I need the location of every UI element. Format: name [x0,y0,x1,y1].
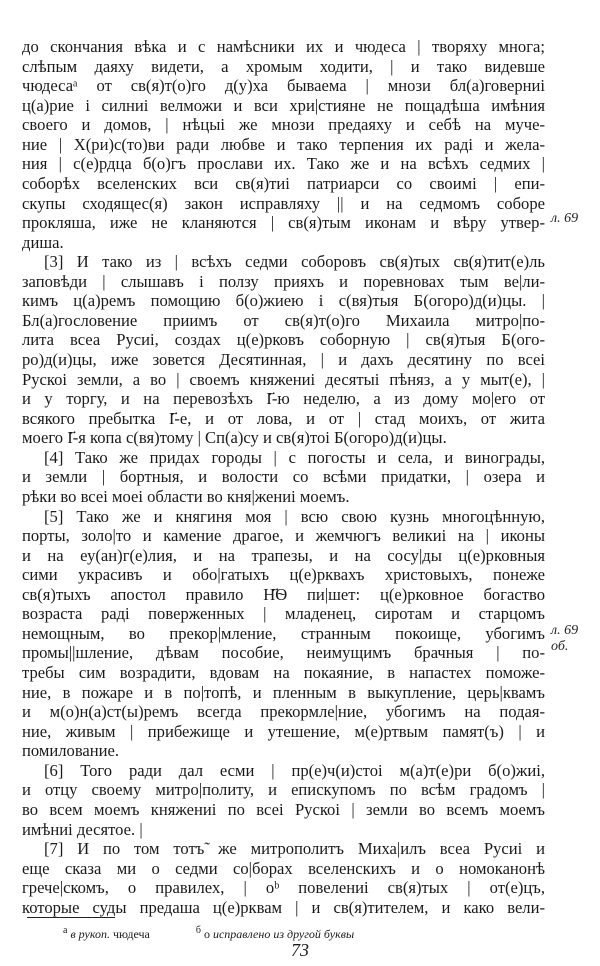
footnote-a-label: в рукоп. [70,927,110,941]
text-line: ц(а)рие і силниі велможи и вси хри|стияне не пощадѣша имѣния [22,95,545,115]
text-line: чюдесаᵃ от св(я)т(о)го д(у)ха бываема | мнози бл(а)говерниі [22,76,545,96]
text-line: немощным, во прекор|мление, странным покоище, убогимъ [22,623,545,643]
text-line: слѣпым даяху видети, а хромым ходити, | и тако видевше [22,56,545,76]
margin-note-folio-69: л. 69 [551,211,579,226]
text-line: заповѣди | слышавъ і ползу прияхъ и поревновах тым ве|ли- [22,271,545,291]
text-line: Рускоі земли, а во | своемъ княжениі десятыі пѣняз, а у мыт(е), | [22,369,545,389]
paragraph-start-4: [4] Тако же придах городы | с погосты и села, и винограды, [44,447,545,467]
text-line: и земли | бортныя, и волости со всѣми придатки, | озера и [22,467,545,487]
text-line: рѣки во всеі моеі области во кня|жениі моемъ. [22,486,350,506]
text-line: и у торгу, и на перевозѣхъ І҃-ю неделю, а из дому мо|его от [22,389,545,409]
text-line: лита всеа Русиі, создах ц(е)рковъ соборную | св(я)тыя Б(ого- [22,330,545,350]
text-line: прокляша, иже не кланяются | св(я)тым иконам и вѣру утвер- [22,213,545,233]
text-line: Бл(а)гословение приимъ от св(я)т(о)го Михаила митро|по- [22,310,545,330]
text-line: еще сказа ми о седми со|борах вселенскихъ и о номоканонѣ [22,858,545,878]
text-line: во всем моемъ княжениі по всеі Рускоі | земли во всемъ моемъ [22,799,545,819]
text-line: возраста раді поверженных | младенец, сиротам и старцомъ [22,604,545,624]
text-line: и на еу(ан)г(е)лия, и на трапезы, и на сосу|ды ц(е)рковныя [22,545,545,565]
text-line: скупы сходящес(я) закон исправляху || и на седмомъ соборе [22,193,545,213]
text-line: требы сим возрадити, вдовам на покаяние, в напастех поможе- [22,663,545,682]
text-line: св(я)тыхъ апостол правило Н҃Ѳ пи|шет: ц(е)рковное богаство [22,584,545,604]
margin-note-folio-69-verso [551,623,578,655]
text-line: ние, в пожаре и в по|топѣ, и пленным в выкупление, церь|квамъ [22,682,545,702]
text-line: имѣниі десятое. | [22,819,143,839]
text-line: всякого пребытка І҃-е, и от лова, и от | стад моихъ, от жита [22,408,545,428]
paragraph-start-7: [7] И по том тотъ̃ же митрополитъ Миха|илъ всеа Русиі и [44,839,545,859]
text-line: которые суды предаша ц(е)рквам | и св(я)тителем, и како вели- [22,897,545,917]
text-line: промы||шление, дѣвам пособие, неимущимъ брачныя | по- [22,643,545,663]
text-line: сими украсивъ и обо|гатыхъ ц(е)рквахъ христовыхъ, понеже [22,565,545,585]
text-line: диша. [22,232,64,252]
text-line: и отцу своему митро|политу, и епискупомъ по всѣм градомъ | [22,780,545,800]
text-line: порты, золо|то и камение драгое, и жемчюгъ великиі на | иконы [22,526,545,546]
text-line: ния | с(е)рдца б(о)гъ прослави их. Тако же и на всѣхъ седмих | [22,154,545,174]
footnote-b-letter: о [203,927,210,941]
text-line: помилование. [22,741,120,761]
paragraph-start-3: [3] И тако из | всѣхъ седми соборовъ св(я)тых св(я)тит(е)ль [44,252,545,272]
margin-note-folio: л. 69 [551,623,579,638]
text-line: ние | Х(ри)с(то)ви ради любве и тако терпения их раді и жела- [22,134,545,154]
text-line: и м(о)н(а)ст(ы)ремъ всегда прекормле|ние, убогимъ на подая- [22,702,545,722]
text-line: ние, живым | прибежище и утешение, м(е)ртвым памят(ъ) | и [22,721,545,741]
footnote-mark-a: а [63,925,68,936]
text-line: грече|скомъ, о правилех, | оᵇ повелениі св(я)тых | от(е)цъ, [22,878,545,898]
main-text [22,37,545,917]
text-line: своего и домов, | нѣцыі же мнози предаяху и себѣ на муче- [22,115,545,135]
paragraph-start-5: [5] Тако же и княгиня моя | всю свою кузнь многоцѣнную, [44,506,545,526]
margin-note-verso: об. [551,639,569,654]
paragraph-start-6: [6] Того ради дал есми | пр(е)ч(и)стоі м(а)т(е)ри б(о)жиі, [44,760,545,780]
text-line: моего І҃-я копа с(вя)тому | Сп(а)су и св(я)тоі Б(огоро)д(и)цы. [22,428,447,448]
text-line: до скончания вѣка и с намѣсники их и чюдеса | творяху многа; [22,37,545,56]
footnote-mark-b: б [195,925,201,936]
footnote-separator [27,917,115,918]
text-line: ро)д(и)цы, иже зовется Десятинная, | и дахъ десятину по всеі [22,350,545,369]
page-number: 73 [291,940,309,960]
footnote-a-text: чюдеча [113,927,150,941]
text-line: кимъ ц(а)ремъ помощию б(о)жиею і с(вя)тыя Б(огоро)д(и)цы. | [22,291,545,311]
text-line: соборѣх вселенских вси св(я)тиі патриарси со своимі | епи- [22,173,545,193]
footnote-b-text: исправлено из другой буквы [212,927,355,941]
